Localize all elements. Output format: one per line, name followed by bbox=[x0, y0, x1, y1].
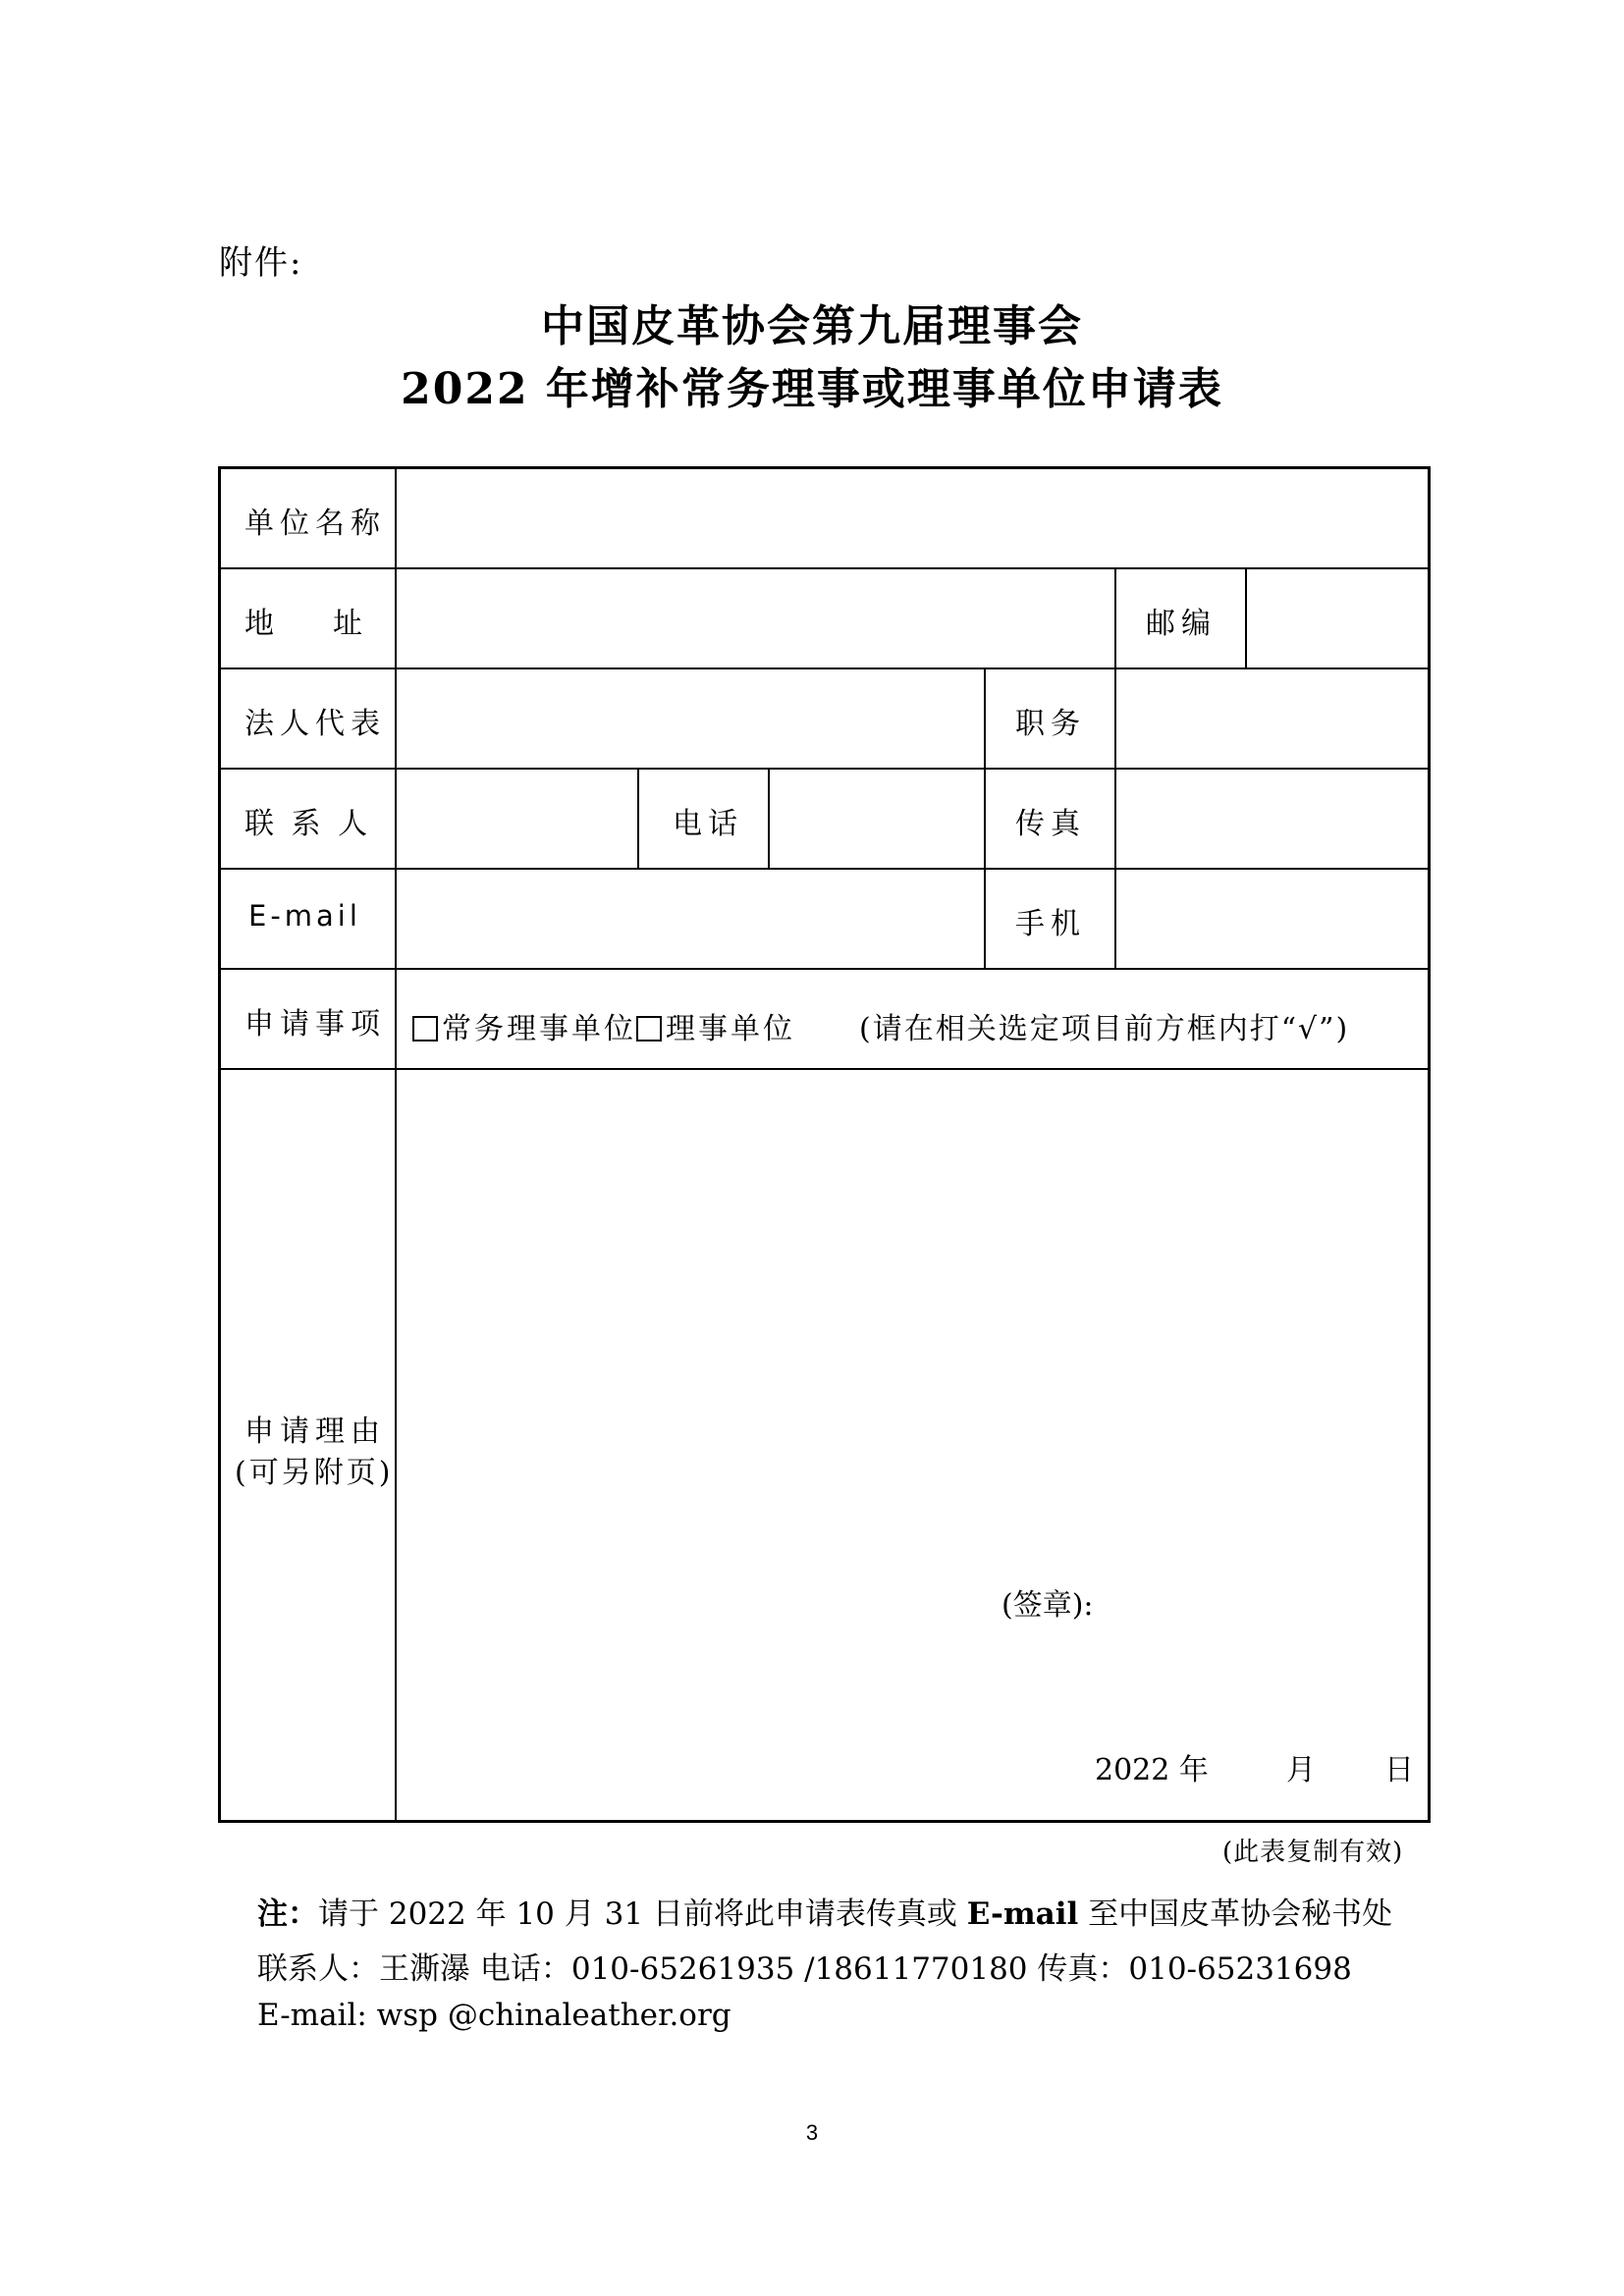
form-title-line2: 2022 年增补常务理事或理事单位申请表 bbox=[401, 364, 1223, 414]
email-label: E-mail bbox=[248, 899, 361, 933]
cell-divider bbox=[1245, 567, 1247, 667]
cell-divider bbox=[1114, 667, 1116, 968]
standing-director-option-label: 常务理事单位 bbox=[442, 1012, 636, 1046]
unit-name-label: 单位名称 bbox=[244, 507, 386, 541]
signature-label: (签章): bbox=[1001, 1588, 1094, 1623]
mobile-field[interactable] bbox=[1117, 870, 1428, 968]
row-divider bbox=[221, 968, 1428, 970]
date-year: 2022 年 bbox=[1095, 1753, 1209, 1788]
cell-divider bbox=[637, 768, 639, 868]
application-form-table bbox=[218, 466, 1431, 1823]
submission-note bbox=[257, 1889, 1392, 1933]
cell-divider bbox=[768, 768, 770, 868]
email-field[interactable] bbox=[398, 870, 982, 968]
address-label: 地 址 bbox=[244, 607, 362, 641]
fax-field[interactable] bbox=[1117, 770, 1428, 868]
cell-divider bbox=[1114, 567, 1116, 667]
legal-representative-label: 法人代表 bbox=[244, 707, 386, 741]
reason-textarea[interactable] bbox=[398, 1070, 1428, 1820]
copy-valid-note: (此表复制有效) bbox=[1222, 1838, 1404, 1867]
email-info-line: E-mail: wsp @chinaleather.org bbox=[257, 1998, 731, 2033]
position-field[interactable] bbox=[1117, 669, 1428, 768]
application-options bbox=[412, 1004, 795, 1047]
contact-person-field[interactable] bbox=[398, 770, 635, 868]
legal-representative-field[interactable] bbox=[398, 669, 982, 768]
note-text-part1: 请于 2022 年 10 月 31 日前将此申请表传真或 bbox=[318, 1896, 967, 1932]
mobile-label: 手机 bbox=[1015, 907, 1086, 941]
attachment-label: 附件: bbox=[219, 243, 303, 283]
cell-divider bbox=[984, 667, 986, 968]
application-item-label: 申请事项 bbox=[244, 1007, 386, 1041]
note-prefix: 注： bbox=[257, 1896, 318, 1932]
page-number: 3 bbox=[805, 2120, 819, 2145]
address-field[interactable] bbox=[398, 569, 1112, 667]
phone-label: 电话 bbox=[673, 807, 743, 841]
contact-person-label: 联 系 人 bbox=[244, 807, 372, 841]
checkbox-hint: (请在相关选定项目前方框内打“√”) bbox=[859, 1012, 1350, 1046]
date-day: 日 bbox=[1384, 1753, 1414, 1788]
fax-label: 传真 bbox=[1015, 807, 1086, 841]
date-month: 月 bbox=[1286, 1753, 1316, 1788]
phone-field[interactable] bbox=[771, 770, 982, 868]
note-text-part2: 至中国皮革协会秘书处 bbox=[1078, 1896, 1393, 1932]
postcode-field[interactable] bbox=[1248, 569, 1428, 667]
form-title-line1: 中国皮革协会第九届理事会 bbox=[541, 301, 1083, 351]
director-checkbox[interactable] bbox=[636, 1016, 662, 1041]
label-column-divider bbox=[395, 469, 397, 1820]
standing-director-checkbox[interactable] bbox=[412, 1016, 438, 1041]
reason-label: 申请理由 bbox=[244, 1415, 386, 1449]
director-option-label: 理事单位 bbox=[666, 1012, 795, 1046]
reason-label-note: (可另附页) bbox=[235, 1456, 394, 1490]
unit-name-field[interactable] bbox=[398, 469, 1428, 567]
postcode-label: 邮编 bbox=[1146, 607, 1217, 641]
contact-info-line: 联系人：王澌瀑 电话：010-65261935 /18611770180 传真：010-65231698 bbox=[257, 1951, 1352, 1987]
note-email-bold: E-mail bbox=[966, 1896, 1079, 1932]
position-label: 职务 bbox=[1015, 707, 1086, 741]
